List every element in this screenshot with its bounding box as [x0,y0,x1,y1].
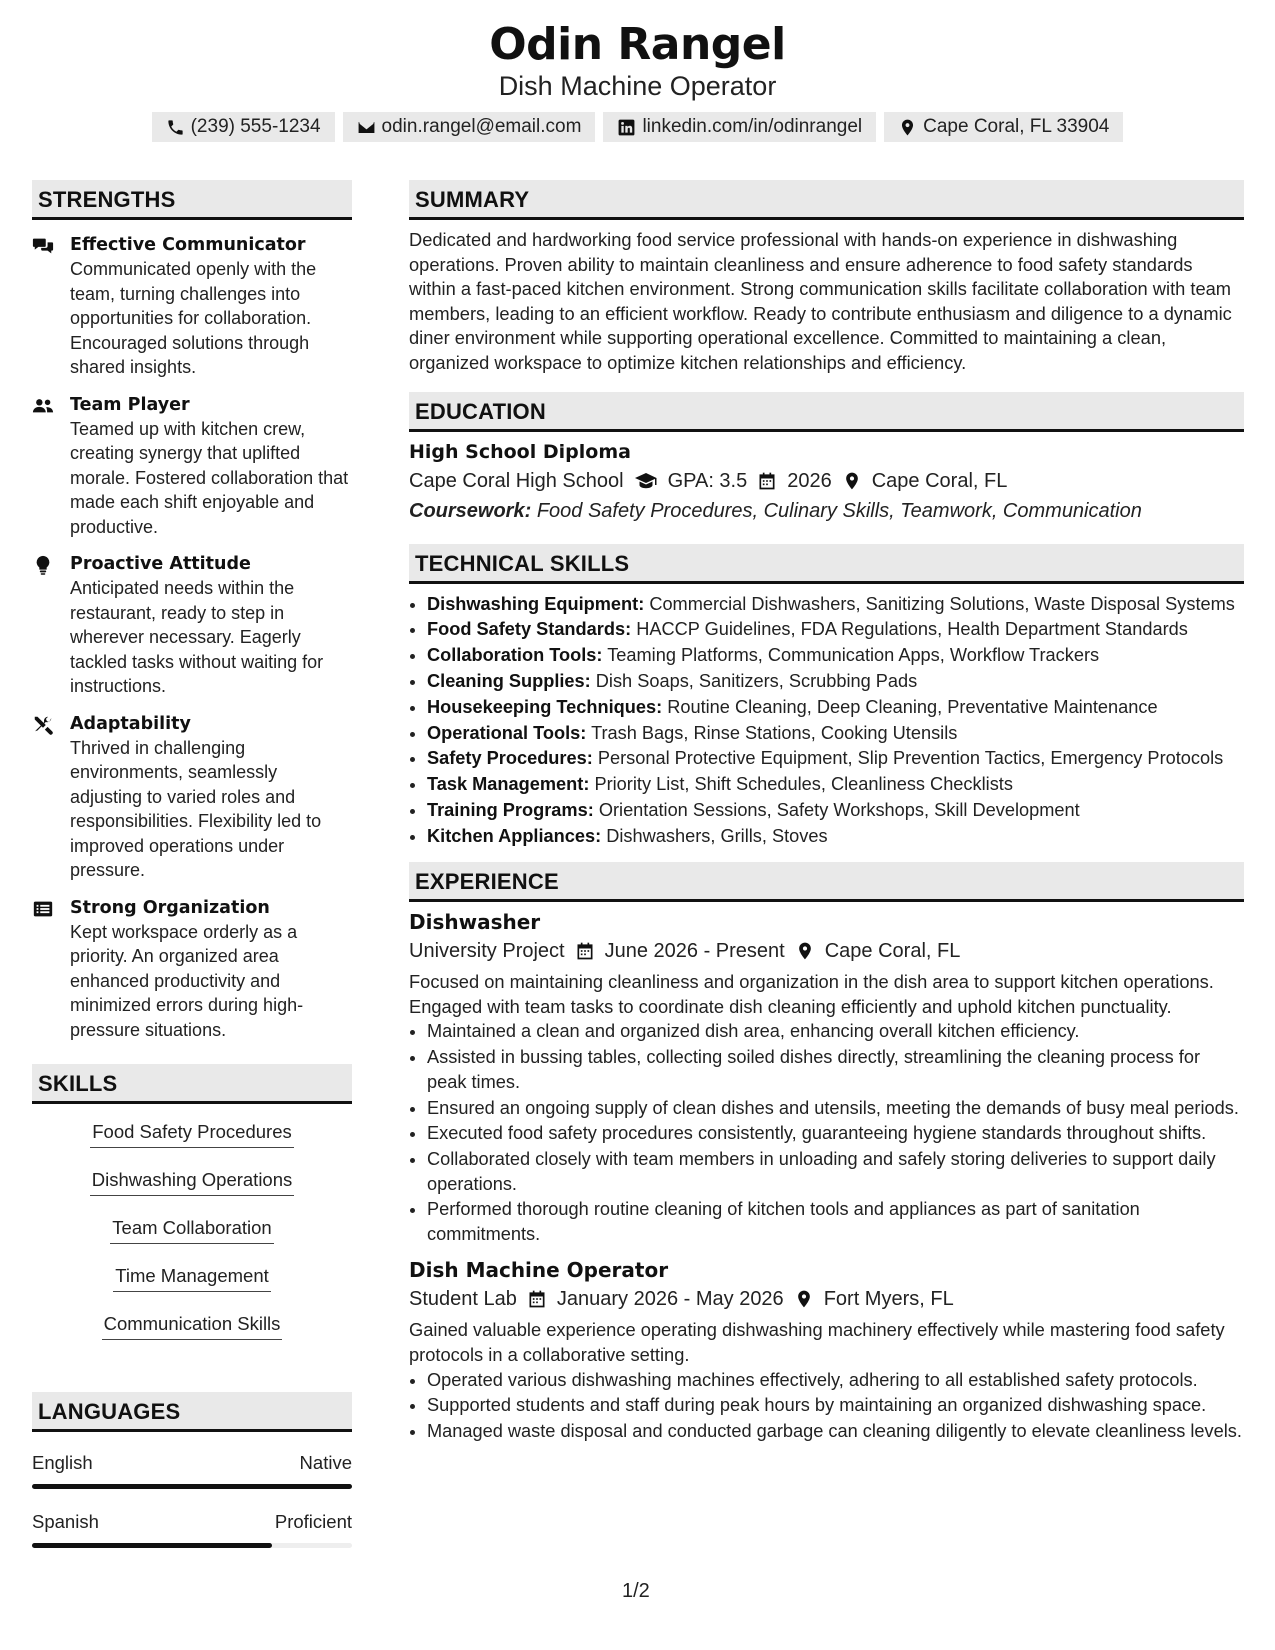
map-pin-icon [794,1289,814,1309]
skill-category: Collaboration Tools: [427,645,603,666]
job-location: Fort Myers, FL [823,1288,954,1311]
job-description: Focused on maintaining cleanliness and organization in the dish area to support kitchen operations. Engaged with team tasks to coordinate dish cleaning efficiently and uphold kitchen punctuality. [409,971,1214,1017]
skill-values: Dishwashers, Grills, Stoves [606,825,828,846]
skill-category: Kitchen Appliances: [427,825,602,846]
job-entry [409,1256,1244,1443]
list-item: • Collaborated closely with team members in unloading and safely storing deliveries to support daily operations. [427,1147,1244,1196]
page-number: 1/2 [622,1580,650,1602]
skill-values: Dish Soaps, Sanitizers, Scrubbing Pads [595,670,918,691]
map-pin-icon [795,941,815,961]
language-proficiency-bar [32,1484,352,1489]
skills-heading: SKILLS [32,1064,352,1104]
language-name: Spanish [32,1511,99,1532]
job-org: Student Lab [409,1288,517,1311]
phone-chip[interactable] [152,112,335,142]
job-role: Dish Machine Operator [409,1258,669,1283]
skill-tag: Food Safety Procedures [90,1118,294,1148]
strength-item [32,233,352,380]
resume-header [0,20,1275,142]
location-text: Cape Coral, FL 33904 [923,116,1110,137]
job-description: Gained valuable experience operating dishwashing machinery effectively while mastering food safety protocols in a collaborative setting. [409,1319,1225,1365]
calendar-icon [757,471,777,491]
email-text: odin.rangel@email.com [381,116,582,137]
strength-description: Kept workspace orderly as a priority. An organized area enhanced productivity and minimized errors during high-pressure situations. [70,921,304,1040]
skill-tag: Dishwashing Operations [90,1166,295,1196]
strength-description: Teamed up with kitchen crew, creating synergy that uplifted morale. Fostered collaboration that made each shift enjoyable and productive. [70,418,349,537]
language-level: Proficient [274,1511,352,1532]
list-item: • Ensured an ongoing supply of clean dishes and utensils, meeting the demands of busy meal periods. [427,1096,1244,1121]
skill-values: Priority List, Shift Schedules, Cleanliness Checklists [594,774,1013,795]
education-meta [409,466,1244,496]
degree-title: High School Diploma [409,440,631,463]
coursework [409,496,1244,526]
list-item: • Assisted in bussing tables, collecting soiled dishes directly, streamlining the cleaning process for peak times. [427,1045,1244,1094]
list-item [427,721,1244,746]
list-item: • Executed food safety procedures consistently, guaranteeing hygiene standards throughout shifts. [427,1121,1244,1146]
candidate-title: Dish Machine Operator [498,71,777,101]
list-item: • Managed waste disposal and conducted garbage can cleaning diligently to elevate cleanliness levels. [427,1419,1244,1444]
list-item [427,592,1244,617]
gpa-text: GPA: 3.5 [667,469,748,492]
linkedin-text: linkedin.com/in/odinrangel [642,116,863,137]
coursework-list: Food Safety Procedures, Culinary Skills, Teamwork, Communication [536,499,1142,522]
linkedin-icon [617,118,636,137]
language-proficiency-fill [32,1543,272,1548]
list-item [427,746,1244,771]
skill-values: Trash Bags, Rinse Stations, Cooking Utensils [591,722,958,743]
strength-heading: Team Player [70,394,190,415]
list-item [427,695,1244,720]
coursework-label: Coursework: [409,499,532,522]
list-item [427,772,1244,797]
skill-values: HACCP Guidelines, FDA Regulations, Health Department Standards [636,619,1188,640]
job-meta [409,1284,1244,1314]
skill-tag: Team Collaboration [110,1214,273,1244]
list-item [427,669,1244,694]
lightbulb-icon [32,554,54,576]
skill-category: Safety Procedures: [427,748,593,769]
strength-heading: Effective Communicator [70,235,306,255]
technical-skills-heading: TECHNICAL SKILLS [409,544,1244,584]
strength-item [32,712,352,883]
right-column [409,180,1244,1445]
job-location: Cape Coral, FL [824,940,961,963]
skill-category: Food Safety Standards: [427,619,632,640]
users-icon [32,395,54,417]
phone-icon [166,118,185,137]
language-proficiency-bar [32,1543,352,1548]
skills-list [32,1118,352,1358]
list-item [427,643,1244,668]
tools-icon [32,714,54,736]
summary-heading: SUMMARY [409,180,1244,220]
strength-description: Thrived in challenging environments, seamlessly adjusting to varied roles and responsibilities. Flexibility led to improved operations under pressure. [70,737,322,880]
skill-values: Personal Protective Equipment, Slip Prevention Tactics, Emergency Protocols [597,748,1224,769]
skill-category: Training Programs: [427,799,594,820]
skill-values: Routine Cleaning, Deep Cleaning, Preventative Maintenance [667,696,1158,717]
languages-heading: LANGUAGES [32,1392,352,1432]
strength-description: Anticipated needs within the restaurant, ready to step in wherever necessary. Eagerly tackled tasks without waiting for instructions. [70,578,324,696]
language-item [32,1452,352,1489]
envelope-icon [357,118,376,137]
strength-heading: Adaptability [70,713,191,734]
experience-heading: EXPERIENCE [409,862,1244,902]
calendar-icon [527,1289,547,1309]
phone-text: (239) 555-1234 [190,116,321,137]
summary-text: Dedicated and hardworking food service professional with hands-on experience in dishwashing operations. Proven ability to maintain cleanliness and ensure adherence to food safety standards within a fast-paced kitchen environment. Strong communication skills facilitate collaboration with team members, leading to an efficient workflow. Ready to contribute enthusiasm and diligence to a dynamic diner environment while supporting operational excellence. Committed to maintaining a clean, organized workspace to optimize kitchen relationships and efficiency. [409,229,1232,373]
language-proficiency-fill [32,1484,352,1489]
job-bullets [409,1368,1244,1444]
graduation-cap-icon [634,469,658,493]
strengths-heading: STRENGTHS [32,180,352,220]
linkedin-chip[interactable] [603,112,876,142]
list-item [427,798,1244,823]
skill-values: Teaming Platforms, Communication Apps, Workflow Trackers [607,645,1100,666]
list-item: • Performed thorough routine cleaning of kitchen tools and appliances as part of sanitation commitments. [427,1197,1244,1246]
list-item [427,617,1244,642]
job-entry [409,908,1244,1246]
job-dates: June 2026 - Present [604,940,785,963]
location-chip [884,112,1123,142]
job-meta [409,936,1244,966]
contact-bar [0,112,1275,142]
skill-category: Task Management: [427,774,590,795]
school-name: Cape Coral High School [409,469,624,492]
skill-category: Housekeeping Techniques: [427,696,663,717]
map-pin-icon [898,118,917,137]
job-bullets [409,1019,1244,1246]
comments-icon [32,235,54,257]
skill-values: Commercial Dishwashers, Sanitizing Solutions, Waste Disposal Systems [649,593,1235,614]
strength-heading: Proactive Attitude [70,554,251,574]
skill-category: Dishwashing Equipment: [427,593,645,614]
language-level: Native [299,1452,352,1473]
language-name: English [32,1452,93,1473]
left-column [32,180,352,1548]
strength-item [32,896,352,1043]
job-role: Dishwasher [409,910,541,935]
map-pin-icon [842,471,862,491]
list-item: • Supported students and staff during peak hours by maintaining an organized dishwashing space. [427,1393,1244,1418]
strength-item [32,393,352,540]
job-dates: January 2026 - May 2026 [556,1288,784,1311]
school-location: Cape Coral, FL [871,469,1008,492]
skill-values: Orientation Sessions, Safety Workshops, Skill Development [598,799,1080,820]
list-item: • Operated various dishwashing machines effectively, adhering to all established safety protocols. [427,1368,1244,1393]
language-item [32,1511,352,1548]
candidate-name: Odin Rangel [489,19,786,70]
email-chip[interactable] [343,112,596,142]
calendar-icon [575,941,595,961]
education-heading: EDUCATION [409,392,1244,432]
list-item: • Maintained a clean and organized dish area, enhancing overall kitchen efficiency. [427,1019,1244,1044]
strength-item [32,552,352,699]
skill-tag: Communication Skills [102,1310,283,1340]
skill-tag: Time Management [113,1262,271,1292]
technical-skills-list [409,592,1244,849]
list-icon [32,898,54,920]
strength-description: Communicated openly with the team, turning challenges into opportunities for collaboration. Encouraged solutions through shared insights. [70,259,317,377]
job-org: University Project [409,940,565,963]
skill-category: Cleaning Supplies: [427,670,591,691]
skill-category: Operational Tools: [427,722,587,743]
graduation-year: 2026 [787,469,832,492]
list-item [427,824,1244,849]
strength-heading: Strong Organization [70,897,270,918]
